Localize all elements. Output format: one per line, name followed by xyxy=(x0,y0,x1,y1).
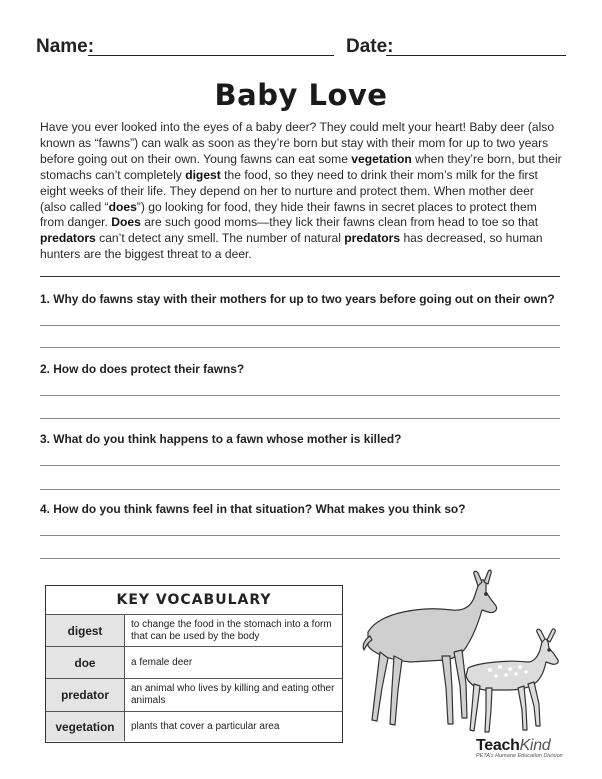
answer-line[interactable] xyxy=(40,395,560,396)
name-field-line[interactable] xyxy=(88,55,334,56)
vocab-word: does xyxy=(108,199,137,214)
logo-kind: Kind xyxy=(519,737,551,754)
logo-tagline: PETA’s Humane Education Division xyxy=(476,753,563,759)
vocab-term: vegetation xyxy=(46,712,125,741)
answer-line[interactable] xyxy=(40,325,560,326)
vocab-term: doe xyxy=(46,647,125,678)
vocab-term: predator xyxy=(46,679,125,711)
vocab-row xyxy=(46,646,342,678)
date-field-line[interactable] xyxy=(386,55,566,56)
vocab-word: vegetation xyxy=(351,151,412,166)
answer-line[interactable] xyxy=(40,535,560,536)
vocab-definition: a female deer xyxy=(131,656,193,668)
name-label: Name: xyxy=(36,36,95,57)
answer-line[interactable] xyxy=(40,465,560,466)
vocab-definition: an animal who lives by killing and eating other animals xyxy=(131,683,335,706)
doe-and-fawn-illustration xyxy=(350,568,570,738)
vocab-word: predators xyxy=(40,231,96,246)
teachkind-logo xyxy=(476,737,566,767)
answer-line[interactable] xyxy=(40,347,560,348)
vocab-definition: plants that cover a particular area xyxy=(131,720,280,732)
answer-line[interactable] xyxy=(40,558,560,559)
question-4: 4. How do you think fawns feel in that situation? What makes you think so? xyxy=(40,502,466,516)
key-vocabulary-table xyxy=(45,585,343,743)
question-3: 3. What do you think happens to a fawn whose mother is killed? xyxy=(40,432,402,446)
vocab-table-title: KEY VOCABULARY xyxy=(116,592,272,608)
question-2: 2. How do does protect their fawns? xyxy=(40,362,245,376)
vocab-word: digest xyxy=(185,167,221,182)
fawn-illustration xyxy=(466,629,558,732)
question-1: 1. Why do fawns stay with their mothers for up to two years before going out on their own? xyxy=(40,292,555,306)
vocab-word: Does xyxy=(111,215,141,230)
date-label: Date: xyxy=(346,36,394,57)
vocab-term: digest xyxy=(46,615,125,646)
vocab-row xyxy=(46,678,342,711)
answer-line[interactable] xyxy=(40,418,560,419)
section-divider xyxy=(40,276,560,277)
vocab-row xyxy=(46,711,342,741)
vocab-row xyxy=(46,614,342,646)
vocab-definition: to change the food in the stomach into a form that can be used by the body xyxy=(131,618,332,642)
name-date-header xyxy=(36,36,566,62)
logo-teach: Teach xyxy=(476,737,520,754)
answer-line[interactable] xyxy=(40,489,560,490)
page-title: Baby Love xyxy=(214,78,388,112)
reading-passage: Have you ever looked into the eyes of a baby deer? They could melt your heart! Baby deer (also known as “fawns”) can walk as soon as they’re born but stay with their mom for up to two years before going out on their own. Young fawns can eat some vegetation when they’re born, but their stomachs can’t completely digest the food, so they need to drink their mom’s milk for the first eight weeks of their life. They depend on her to nurture and protect them. When mother deer (also called “does”) go looking for food, they hide their fawns in secret places to protect them from danger. Does are such good moms—they lick their fawns clean from head to toe so that predators can’t detect any smell. The number of natural predators has decreased, so human hunters are the biggest threat to a deer. xyxy=(40,120,562,262)
vocab-word: predators xyxy=(344,231,401,246)
